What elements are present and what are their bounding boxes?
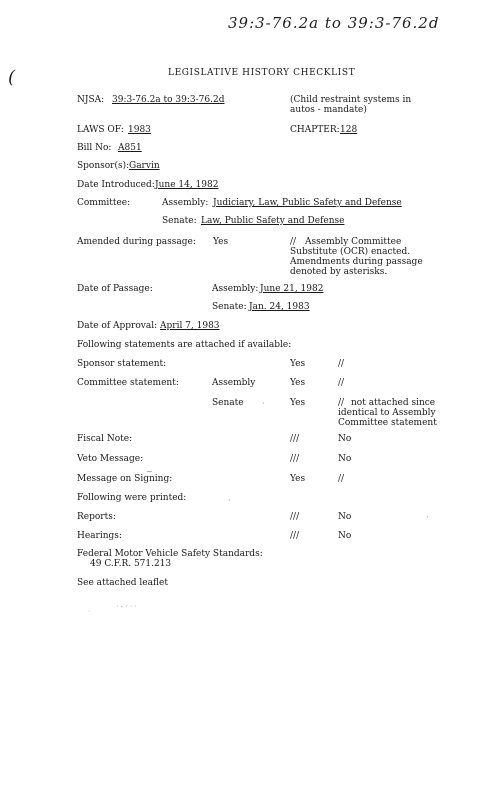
fiscal-note-value: No [338, 434, 352, 444]
amended-note-line3: Amendments during passage [290, 257, 423, 267]
chapter-label: CHAPTER: [290, 125, 340, 135]
sponsors-label: Sponsor(s): [77, 161, 130, 171]
bill-no-value: A851 [118, 143, 142, 153]
amended-note-line4: denoted by asterisks. [290, 267, 388, 277]
stray-mark: · [262, 399, 265, 408]
amended-note-line1: Assembly Committee [305, 237, 402, 247]
committee-statement-assembly-value: Yes [290, 378, 306, 388]
sponsor-statement-label: Sponsor statement: [77, 359, 167, 369]
message-on-signing-label: Message on Signing: [77, 474, 173, 484]
committee-statement-assembly-mark: // [338, 378, 345, 388]
committee-statement-senate-mark: // [338, 398, 345, 408]
date-introduced-label: Date Introduced: [77, 180, 155, 190]
laws-of-label: LAWS OF: [77, 125, 124, 135]
handwritten-header: 39:3-76.2a to 39:3-76.2d [228, 14, 440, 32]
passage-assembly-label: Assembly: [212, 284, 259, 294]
amended-value: Yes [213, 237, 229, 247]
passage-assembly-value: June 21, 1982 [260, 284, 324, 294]
committee-statement-assembly-label: Assembly [212, 378, 256, 388]
stray-mark: · [228, 496, 231, 505]
following-statements-text: Following statements are attached if available: [77, 340, 292, 350]
fiscal-note-label: Fiscal Note: [77, 434, 133, 444]
page-title: LEGISLATIVE HISTORY CHECKLIST [168, 68, 356, 78]
approval-value: April 7, 1983 [160, 321, 220, 331]
reports-mark: /// [290, 512, 300, 522]
bill-no-label: Bill No: [77, 143, 112, 153]
committee-senate-value: Law, Public Safety and Defense [201, 216, 345, 226]
passage-label: Date of Passage: [77, 284, 153, 294]
njsa-note-line1: (Child restraint systems in [290, 95, 412, 105]
amended-note-line2: Substitute (OCR) enacted. [290, 247, 411, 257]
chapter-value: 128 [340, 125, 358, 135]
scan-smudge: · [88, 607, 91, 616]
sponsor-statement-value: Yes [290, 359, 306, 369]
njsa-label: NJSA: [77, 95, 105, 105]
message-on-signing-value: Yes [290, 474, 306, 484]
approval-label: Date of Approval: [77, 321, 158, 331]
committee-label: Committee: [77, 198, 131, 208]
committee-assembly-value: Judiciary, Law, Public Safety and Defense [213, 198, 402, 208]
passage-senate-label: Senate: [212, 302, 247, 312]
hearings-value: No [338, 531, 352, 541]
fiscal-note-mark: /// [290, 434, 300, 444]
veto-message-mark: /// [290, 454, 300, 464]
committee-senate-label: Senate: [162, 216, 197, 226]
reports-value: No [338, 512, 352, 522]
sponsors-value: Garvin [129, 161, 160, 171]
committee-statement-label: Committee statement: [77, 378, 179, 388]
stray-mark: · [426, 513, 429, 522]
committee-statement-senate-value: Yes [290, 398, 306, 408]
sponsor-statement-mark: // [338, 359, 345, 369]
following-printed-text: Following were printed: [77, 493, 187, 503]
message-on-signing-mark: // [338, 474, 345, 484]
committee-statement-senate-label: Senate [212, 398, 244, 408]
scan-smudge: ·-··· [116, 602, 139, 611]
federal-line1: Federal Motor Vehicle Safety Standards: [77, 549, 263, 559]
committee-statement-senate-note-line2: identical to Assembly [338, 408, 436, 418]
njsa-value: 39:3-76.2a to 39:3-76.2d [112, 95, 225, 105]
passage-senate-value: Jan. 24, 1983 [249, 302, 310, 312]
see-attached-text: See attached leaflet [77, 578, 168, 588]
reports-label: Reports: [77, 512, 116, 522]
stray-mark: ~ [146, 467, 153, 476]
federal-line2: 49 C.F.R. 571.213 [90, 559, 172, 569]
margin-mark: ( [8, 67, 17, 88]
committee-assembly-label: Assembly: [162, 198, 209, 208]
laws-of-value: 1983 [128, 125, 151, 135]
date-introduced-value: June 14, 1982 [155, 180, 219, 190]
amended-label: Amended during passage: [77, 237, 196, 247]
hearings-mark: /// [290, 531, 300, 541]
veto-message-label: Veto Message: [77, 454, 144, 464]
amended-marks: // [290, 237, 297, 247]
committee-statement-senate-note-line1: not attached since [351, 398, 436, 408]
hearings-label: Hearings: [77, 531, 122, 541]
veto-message-value: No [338, 454, 352, 464]
committee-statement-senate-note-line3: Committee statement [338, 418, 437, 428]
njsa-note-line2: autos - mandate) [290, 105, 367, 115]
